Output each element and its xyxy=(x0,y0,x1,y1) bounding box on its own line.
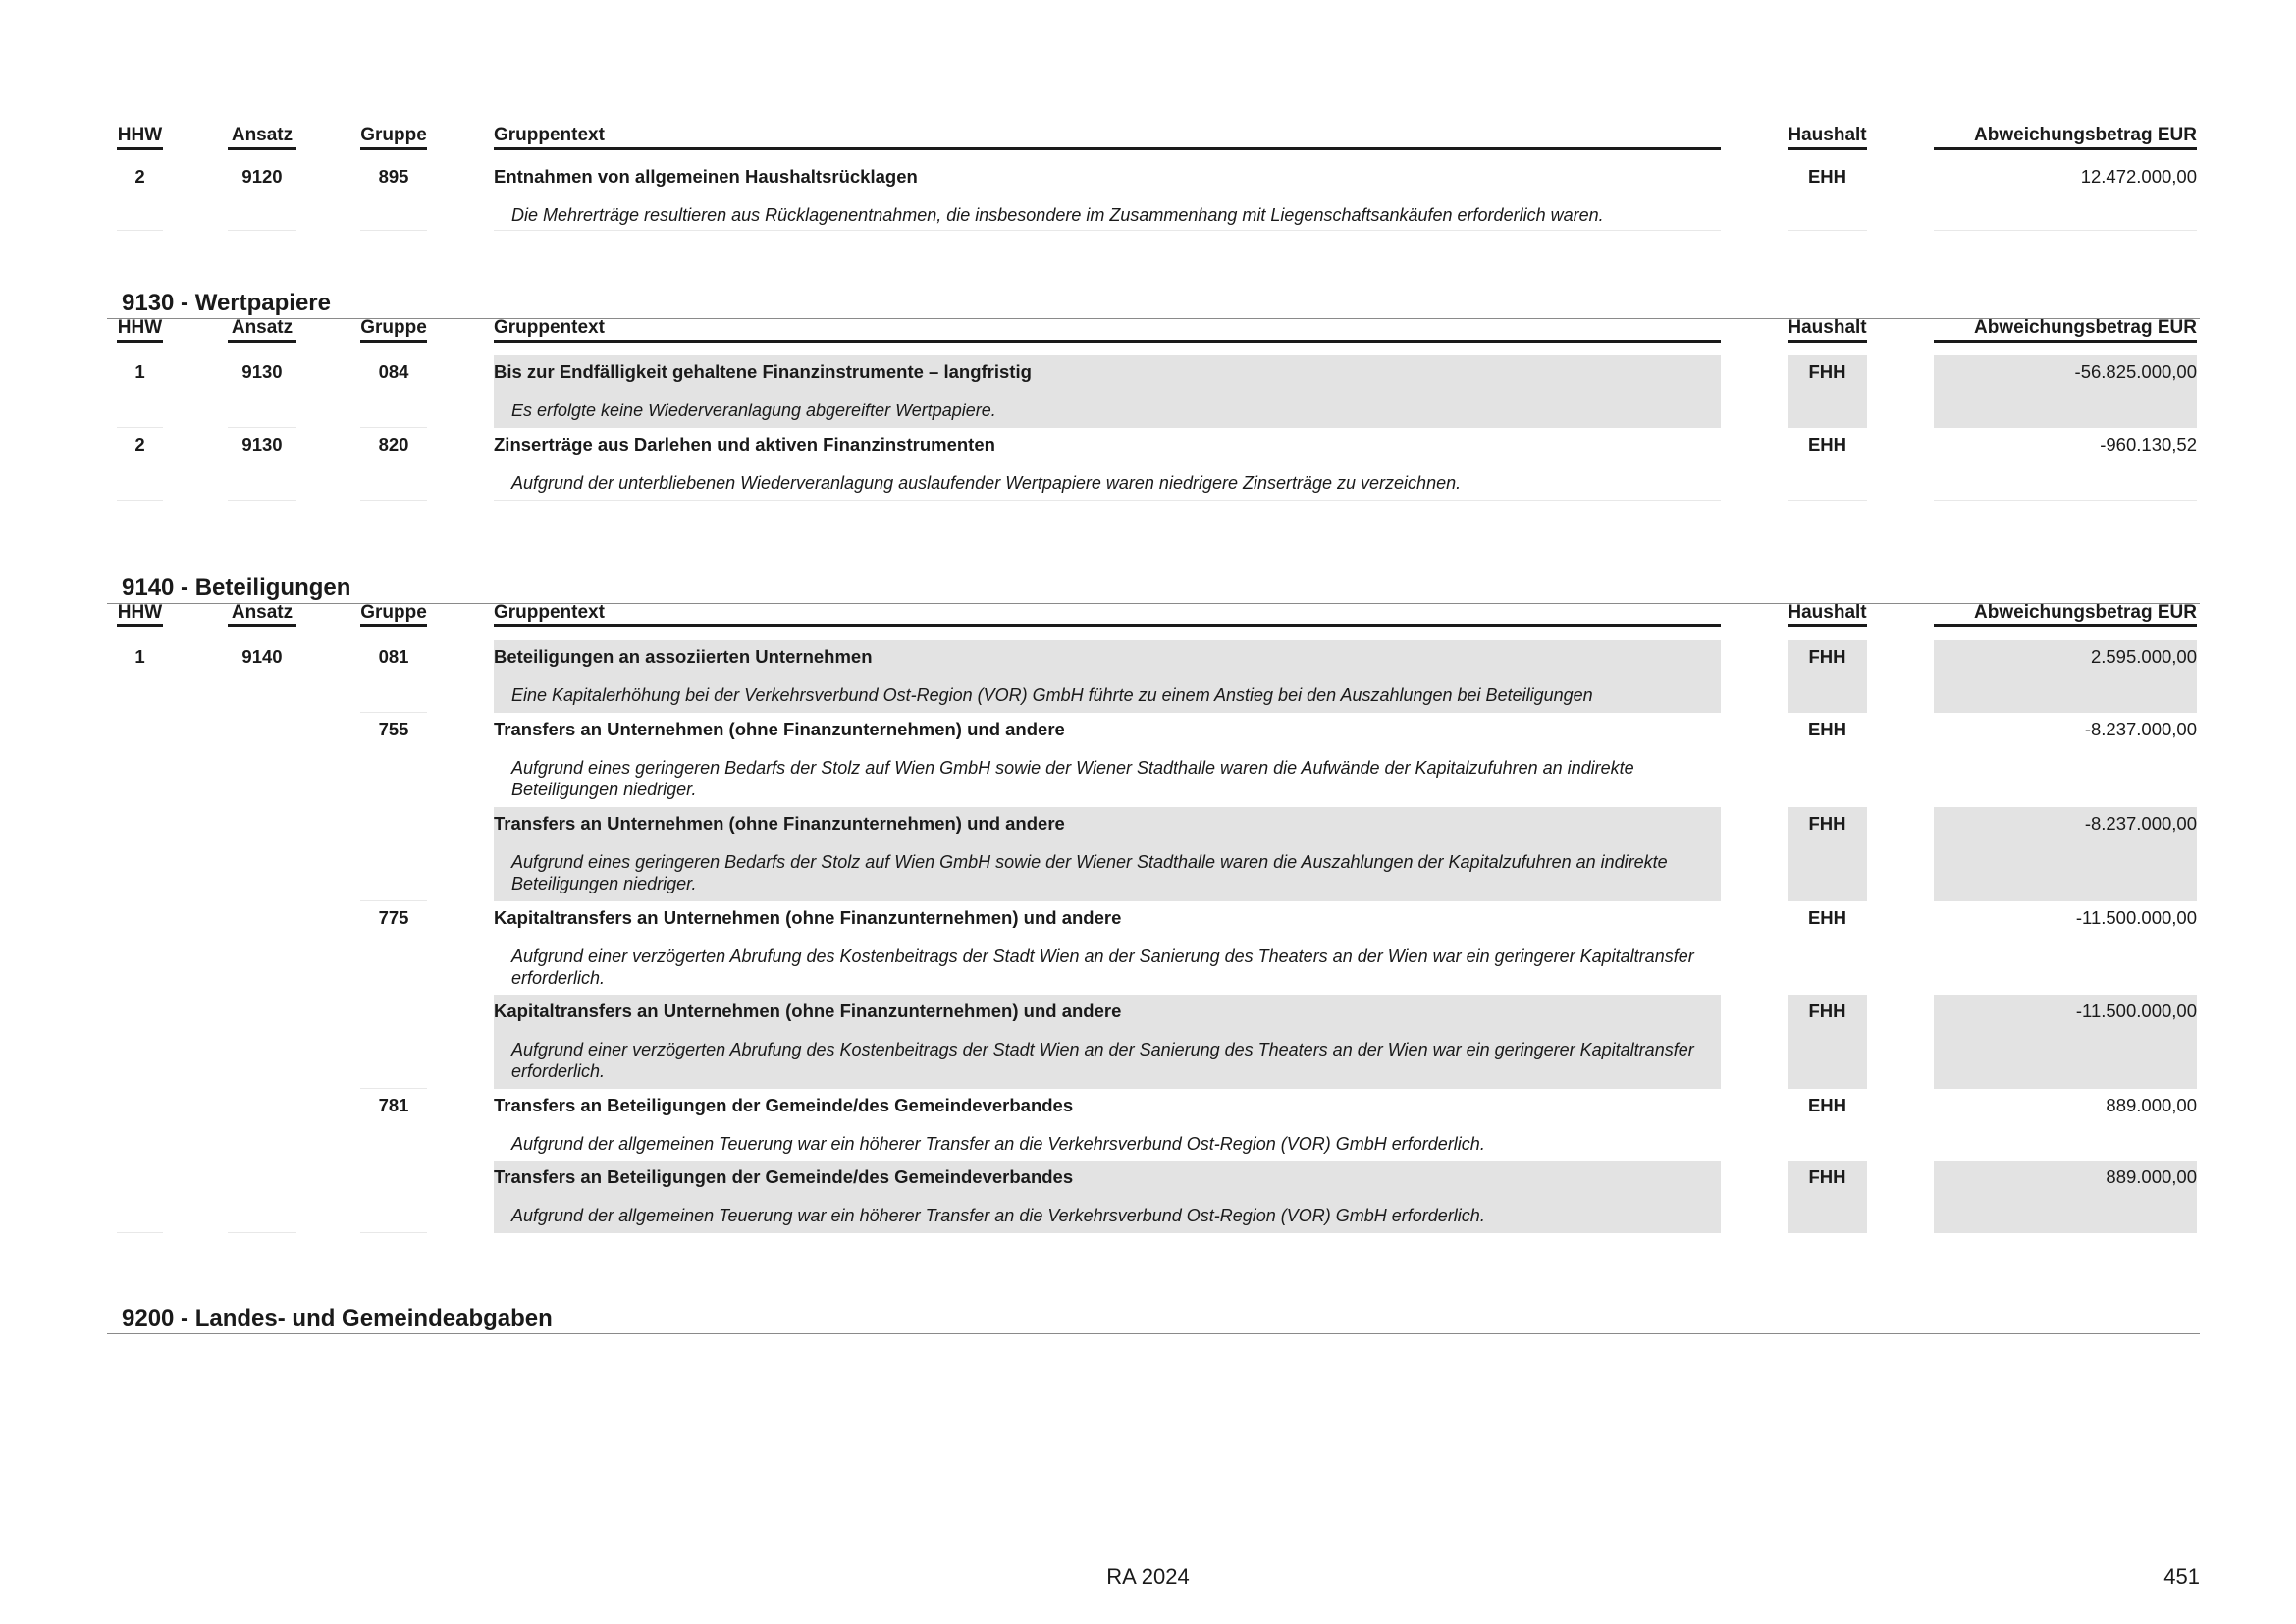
row-description: Aufgrund der unterbliebenen Wiederveranlagung auslaufender Wertpapiere waren niedrigere Zinserträge zu verzeichnen. xyxy=(511,473,1462,493)
page-content xyxy=(108,124,2201,1334)
cell-gruppe: 755 xyxy=(378,719,409,739)
header-gruppe: Gruppe xyxy=(360,316,427,343)
header-gruppe: Gruppe xyxy=(360,601,427,627)
cell-haushalt: FHH xyxy=(1788,1161,1867,1233)
header-hhw: HHW xyxy=(117,316,163,343)
table-header xyxy=(108,601,2201,629)
header-abweichung: Abweichungsbetrag EUR xyxy=(1934,601,2197,627)
header-hhw: HHW xyxy=(117,124,163,150)
cell-ansatz: 9140 xyxy=(241,646,283,667)
cell-hhw: 1 xyxy=(117,355,163,428)
row-title: Zinserträge aus Darlehen und aktiven Finanzinstrumenten xyxy=(494,434,995,455)
cell-ansatz: 9130 xyxy=(228,355,296,428)
row-title: Kapitaltransfers an Unternehmen (ohne Finanzunternehmen) und andere xyxy=(494,907,1122,928)
cell-gruppentext xyxy=(494,901,1721,995)
cell-gruppe xyxy=(360,1161,427,1233)
cell-ansatz xyxy=(228,713,296,807)
cell-haushalt: EHH xyxy=(1807,1095,1847,1115)
table-row xyxy=(108,1089,2201,1161)
cell-gruppentext xyxy=(494,152,1721,231)
cell-gruppentext xyxy=(494,1089,1721,1161)
cell-gruppentext xyxy=(494,355,1721,428)
cell-amount: -8.237.000,00 xyxy=(1934,807,2197,901)
cell-ansatz xyxy=(228,1161,296,1233)
table-row xyxy=(108,901,2201,995)
cell-gruppentext xyxy=(494,807,1721,901)
header-gruppe: Gruppe xyxy=(360,124,427,150)
cell-ansatz xyxy=(228,995,296,1089)
cell-haushalt: FHH xyxy=(1788,640,1867,713)
cell-gruppe: 084 xyxy=(360,355,427,428)
cell-gruppe xyxy=(360,995,427,1089)
row-description: Aufgrund der allgemeinen Teuerung war ein höherer Transfer an die Verkehrsverbund Ost-Region (VOR) GmbH erforderlich. xyxy=(511,1206,1485,1225)
footer-document-label: RA 2024 xyxy=(1106,1564,1190,1589)
row-description: Aufgrund der allgemeinen Teuerung war ein höherer Transfer an die Verkehrsverbund Ost-Region (VOR) GmbH erforderlich. xyxy=(511,1134,1485,1154)
cell-haushalt: EHH xyxy=(1788,428,1867,501)
header-haushalt: Haushalt xyxy=(1788,601,1867,627)
header-ansatz: Ansatz xyxy=(228,316,296,343)
table-header xyxy=(108,316,2201,345)
cell-gruppentext xyxy=(494,995,1721,1089)
cell-hhw xyxy=(117,995,163,1089)
row-title: Transfers an Beteiligungen der Gemeinde/des Gemeindeverbandes xyxy=(494,1166,1074,1187)
cell-gruppe: 775 xyxy=(378,907,409,928)
cell-haushalt: EHH xyxy=(1807,907,1847,928)
cell-haushalt: EHH xyxy=(1807,719,1847,739)
row-title: Bis zur Endfälligkeit gehaltene Finanzinstrumente – langfristig xyxy=(494,361,1032,382)
cell-amount: -8.237.000,00 xyxy=(2084,719,2197,739)
page-number: 451 xyxy=(2163,1564,2200,1589)
header-haushalt: Haushalt xyxy=(1788,124,1867,150)
header-abweichung: Abweichungsbetrag EUR xyxy=(1934,316,2197,343)
header-abweichung: Abweichungsbetrag EUR xyxy=(1934,124,2197,150)
header-hhw: HHW xyxy=(117,601,163,627)
cell-amount: -11.500.000,00 xyxy=(2075,907,2197,928)
cell-amount: 12.472.000,00 xyxy=(1934,152,2197,231)
table-row xyxy=(108,355,2201,428)
cell-haushalt: EHH xyxy=(1788,152,1867,231)
cell-hhw xyxy=(117,807,163,901)
cell-hhw: 2 xyxy=(117,428,163,501)
row-title: Entnahmen von allgemeinen Haushaltsrücklagen xyxy=(494,166,918,187)
cell-hhw xyxy=(117,713,163,807)
table-row xyxy=(108,428,2201,501)
table-row xyxy=(108,640,2201,713)
section-title-9200: 9200 - Landes- und Gemeindeabgaben xyxy=(107,1301,2200,1334)
row-title: Transfers an Unternehmen (ohne Finanzunternehmen) und andere xyxy=(494,719,1065,739)
cell-amount: -11.500.000,00 xyxy=(1934,995,2197,1089)
row-description: Die Mehrerträge resultieren aus Rücklagenentnahmen, die insbesondere im Zusammenhang mit Liegenschaftsankäufen erforderlich waren. xyxy=(511,205,1604,225)
table-row xyxy=(108,807,2201,901)
row-description: Aufgrund einer verzögerten Abrufung des Kostenbeitrags der Stadt Wien an der Sanierung des Theaters an der Wien war ein geringerer Kapitaltransfer erforderlich. xyxy=(511,947,1694,988)
cell-ansatz: 9120 xyxy=(228,152,296,231)
header-ansatz: Ansatz xyxy=(228,601,296,627)
row-title: Kapitaltransfers an Unternehmen (ohne Finanzunternehmen) und andere xyxy=(494,1001,1122,1021)
cell-haushalt: FHH xyxy=(1788,355,1867,428)
cell-haushalt: FHH xyxy=(1788,995,1867,1089)
cell-gruppentext xyxy=(494,1161,1721,1233)
header-ansatz: Ansatz xyxy=(228,124,296,150)
cell-amount: 889.000,00 xyxy=(1934,1161,2197,1233)
cell-gruppe: 895 xyxy=(360,152,427,231)
cell-ansatz xyxy=(228,807,296,901)
header-gruppentext: Gruppentext xyxy=(494,601,1721,627)
cell-amount: -56.825.000,00 xyxy=(1934,355,2197,428)
row-title: Transfers an Unternehmen (ohne Finanzunternehmen) und andere xyxy=(494,813,1065,834)
table-row xyxy=(108,152,2201,225)
header-gruppentext: Gruppentext xyxy=(494,316,1721,343)
cell-amount: -960.130,52 xyxy=(1934,428,2197,501)
table-row xyxy=(108,713,2201,807)
cell-gruppentext xyxy=(494,640,1721,713)
header-gruppentext: Gruppentext xyxy=(494,124,1721,150)
cell-gruppe: 820 xyxy=(360,428,427,501)
cell-hhw xyxy=(117,1161,163,1233)
cell-gruppe xyxy=(360,807,427,901)
cell-ansatz: 9130 xyxy=(228,428,296,501)
header-haushalt: Haushalt xyxy=(1788,316,1867,343)
section-title-9140: 9140 - Beteiligungen xyxy=(107,570,2200,604)
cell-hhw xyxy=(117,1089,163,1161)
cell-gruppentext xyxy=(494,713,1721,807)
cell-gruppe: 781 xyxy=(378,1095,409,1115)
row-description: Es erfolgte keine Wiederveranlagung abgereifter Wertpapiere. xyxy=(511,401,996,420)
cell-ansatz xyxy=(228,1089,296,1161)
section-title-9130: 9130 - Wertpapiere xyxy=(107,286,2200,319)
row-description: Aufgrund eines geringeren Bedarfs der Stolz auf Wien GmbH sowie der Wiener Stadthalle waren die Auszahlungen der Kapitalzufuhren an indirekte Beteiligungen niedriger. xyxy=(511,852,1668,893)
table-row xyxy=(108,1161,2201,1233)
row-title: Transfers an Beteiligungen der Gemeinde/des Gemeindeverbandes xyxy=(494,1095,1074,1115)
row-title: Beteiligungen an assoziierten Unternehmen xyxy=(494,646,873,667)
row-description: Eine Kapitalerhöhung bei der Verkehrsverbund Ost-Region (VOR) GmbH führte zu einem Anstieg bei den Auszahlungen bei Beteiligungen xyxy=(511,685,1593,705)
cell-hhw: 2 xyxy=(117,152,163,231)
cell-gruppe: 081 xyxy=(360,640,427,713)
table-header xyxy=(108,124,2201,152)
cell-ansatz xyxy=(228,901,296,995)
cell-haushalt: FHH xyxy=(1788,807,1867,901)
cell-hhw xyxy=(117,901,163,995)
cell-amount: 889.000,00 xyxy=(2106,1095,2197,1115)
cell-gruppentext xyxy=(494,428,1721,501)
cell-hhw: 1 xyxy=(134,646,145,667)
cell-amount: 2.595.000,00 xyxy=(1934,640,2197,713)
row-description: Aufgrund eines geringeren Bedarfs der Stolz auf Wien GmbH sowie der Wiener Stadthalle waren die Aufwände der Kapitalzufuhren an indirekte Beteiligungen niedriger. xyxy=(511,758,1634,799)
table-row xyxy=(108,995,2201,1089)
row-description: Aufgrund einer verzögerten Abrufung des Kostenbeitrags der Stadt Wien an der Sanierung des Theaters an der Wien war ein geringerer Kapitaltransfer erforderlich. xyxy=(511,1040,1694,1081)
